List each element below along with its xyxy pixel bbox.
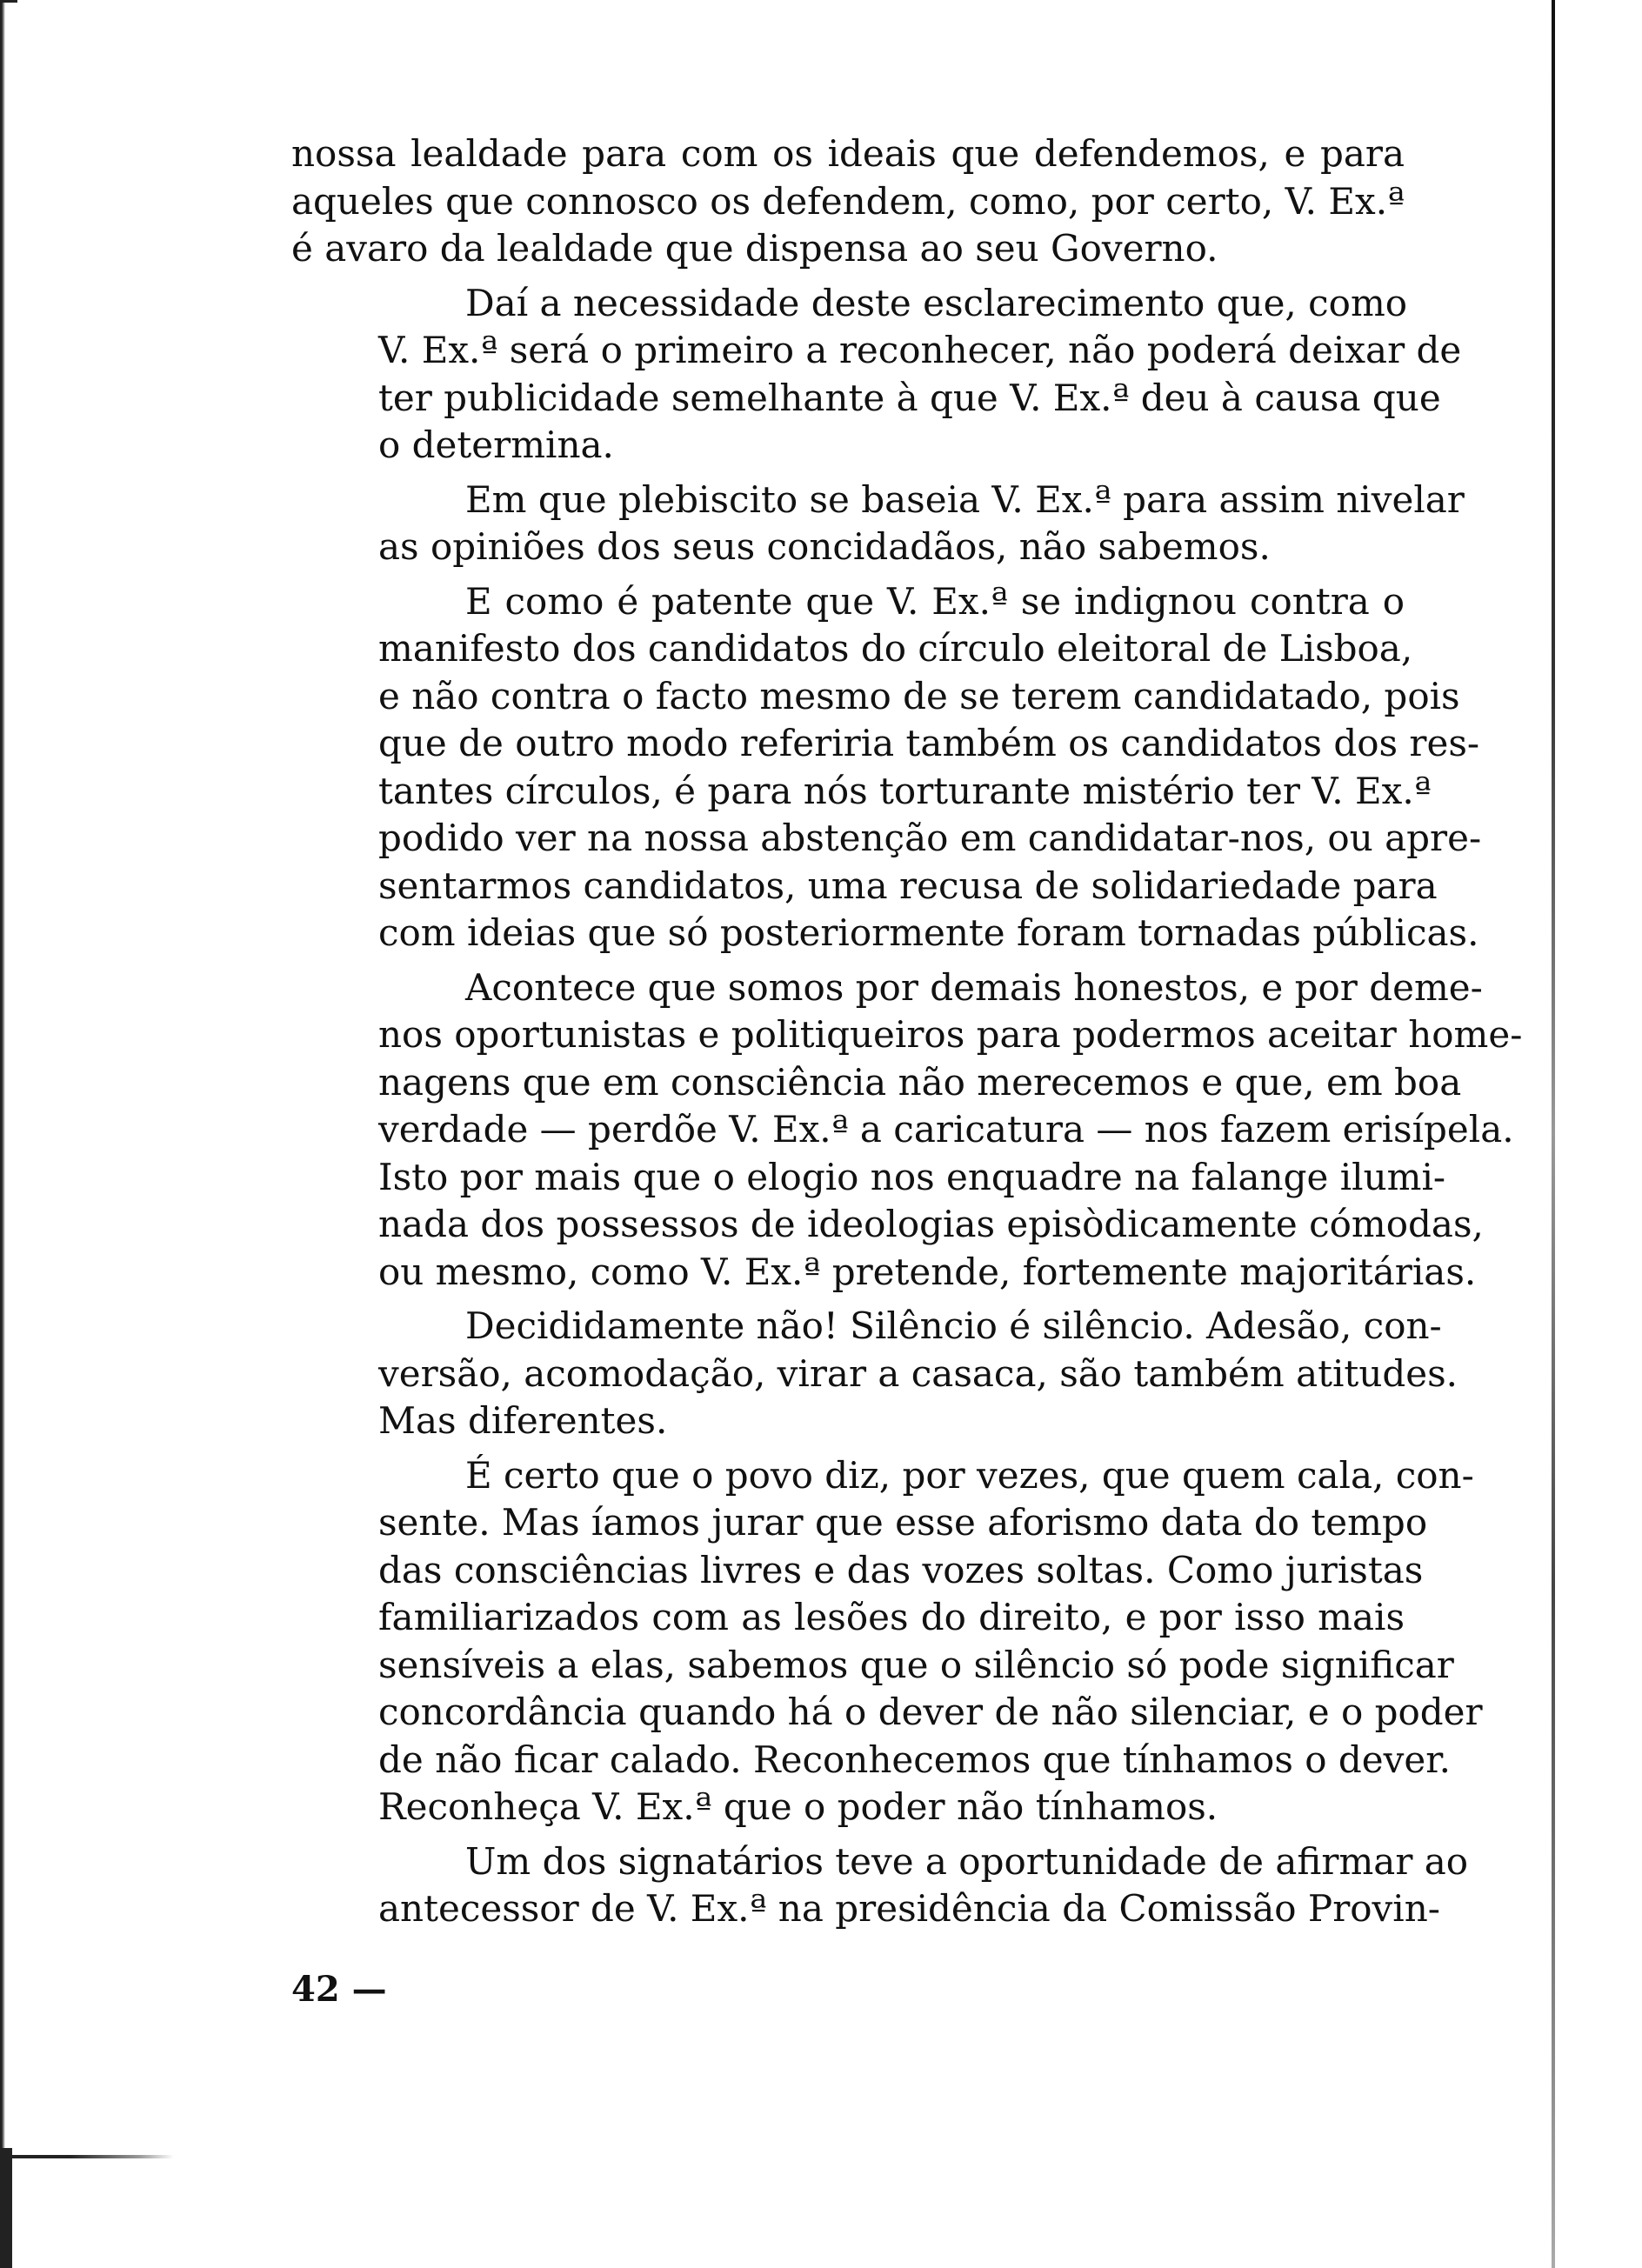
text-line: familiarizados com as lesões do direito, e por isso mais	[378, 1596, 1405, 1638]
text-line: o determina.	[378, 424, 614, 466]
text-line: as opiniões dos seus concidadãos, não sabemos.	[378, 525, 1271, 568]
text-line: de não ficar calado. Reconhecemos que tínhamos o dever.	[378, 1738, 1452, 1781]
text-line: manifesto dos candidatos do círculo eleitoral de Lisboa,	[378, 627, 1413, 670]
paragraph	[291, 964, 1523, 1297]
text-line: é avaro da lealdade que dispensa ao seu Governo.	[291, 227, 1218, 270]
scan-edge-left	[0, 0, 5, 2268]
text-line: antecessor de V. Ex.ª na presidência da Comissão Provin-	[378, 1887, 1440, 1930]
paragraph	[291, 280, 1462, 470]
text-line: Isto por mais que o elogio nos enquadre na falange ilumi-	[378, 1155, 1446, 1198]
text-line: nagens que em consciência não merecemos e que, em boa	[378, 1060, 1462, 1104]
paragraph	[291, 1452, 1483, 1831]
text-line: sente. Mas íamos jurar que esse aforismo data do tempo	[378, 1501, 1428, 1544]
text-line: com ideias que só posteriormente foram tornadas públicas.	[378, 911, 1479, 954]
text-line: Decididamente não! Silêncio é silêncio. Adesão, con-	[465, 1304, 1442, 1347]
text-line: concordância quando há o dever de não silenciar, e o poder	[378, 1691, 1483, 1733]
text-line: nada dos possessos de ideologias episòdicamente cómodas,	[378, 1203, 1484, 1245]
page-number: 42 —	[291, 1969, 387, 2010]
text-line: nossa lealdade para com os ideais que defendemos, e para	[291, 132, 1405, 175]
text-line: É certo que o povo diz, por vezes, que quem cala, con-	[465, 1453, 1474, 1497]
text-line: Daí a necessidade deste esclarecimento que, como	[465, 281, 1408, 324]
paragraph	[291, 477, 1465, 571]
text-line: nos oportunistas e politiqueiros para podermos aceitar home-	[378, 1013, 1523, 1056]
text-line: podido ver na nossa abstenção em candidatar-nos, ou apre-	[378, 817, 1482, 859]
text-line: tantes círculos, é para nós torturante mistério ter V. Ex.ª	[378, 769, 1432, 812]
text-line: aqueles que connosco os defendem, como, por certo, V. Ex.ª	[291, 179, 1405, 223]
scan-corner-bottom-vertical	[0, 2148, 12, 2268]
text-line: Em que plebiscito se baseia V. Ex.ª para assim nivelar	[465, 477, 1465, 521]
text-line: Reconheça V. Ex.ª que o poder não tínhamos.	[378, 1785, 1218, 1828]
text-line: V. Ex.ª será o primeiro a reconhecer, não poderá deixar de	[378, 329, 1462, 371]
paragraph	[291, 1303, 1458, 1445]
text-line: que de outro modo referiria também os candidatos dos res-	[378, 722, 1480, 764]
text-line: E como é patente que V. Ex.ª se indignou contra o	[465, 579, 1405, 623]
paragraph	[291, 130, 1405, 273]
text-line: Mas diferentes.	[378, 1399, 668, 1442]
text-line: ou mesmo, como V. Ex.ª pretende, fortemente majoritárias.	[378, 1250, 1477, 1293]
text-line: sensíveis a elas, sabemos que o silêncio só pode significar	[378, 1643, 1454, 1686]
text-line: Acontece que somos por demais honestos, e por deme-	[465, 965, 1483, 1009]
text-line: ter publicidade semelhante à que V. Ex.ª deu à causa que	[378, 376, 1441, 419]
text-line: versão, acomodação, virar a casaca, são também atitudes.	[378, 1351, 1458, 1395]
paragraph	[291, 578, 1482, 957]
scan-edge-right	[1552, 0, 1555, 2268]
text-line: sentarmos candidatos, uma recusa de solidariedade para	[378, 864, 1438, 907]
text-line: das consciências livres e das vozes soltas. Como juristas	[378, 1548, 1424, 1591]
text-line: e não contra o facto mesmo de se terem candidatado, pois	[378, 674, 1460, 717]
scan-corner-bottom	[0, 2155, 174, 2158]
text-line: Um dos signatários teve a oportunidade de afirmar ao	[465, 1839, 1469, 1883]
text-line: verdade — perdõe V. Ex.ª a caricatura — nos fazem erisípela.	[378, 1108, 1514, 1151]
page-body-text	[291, 130, 1523, 1933]
scan-corner-top	[0, 0, 17, 3]
paragraph	[291, 1838, 1469, 1933]
